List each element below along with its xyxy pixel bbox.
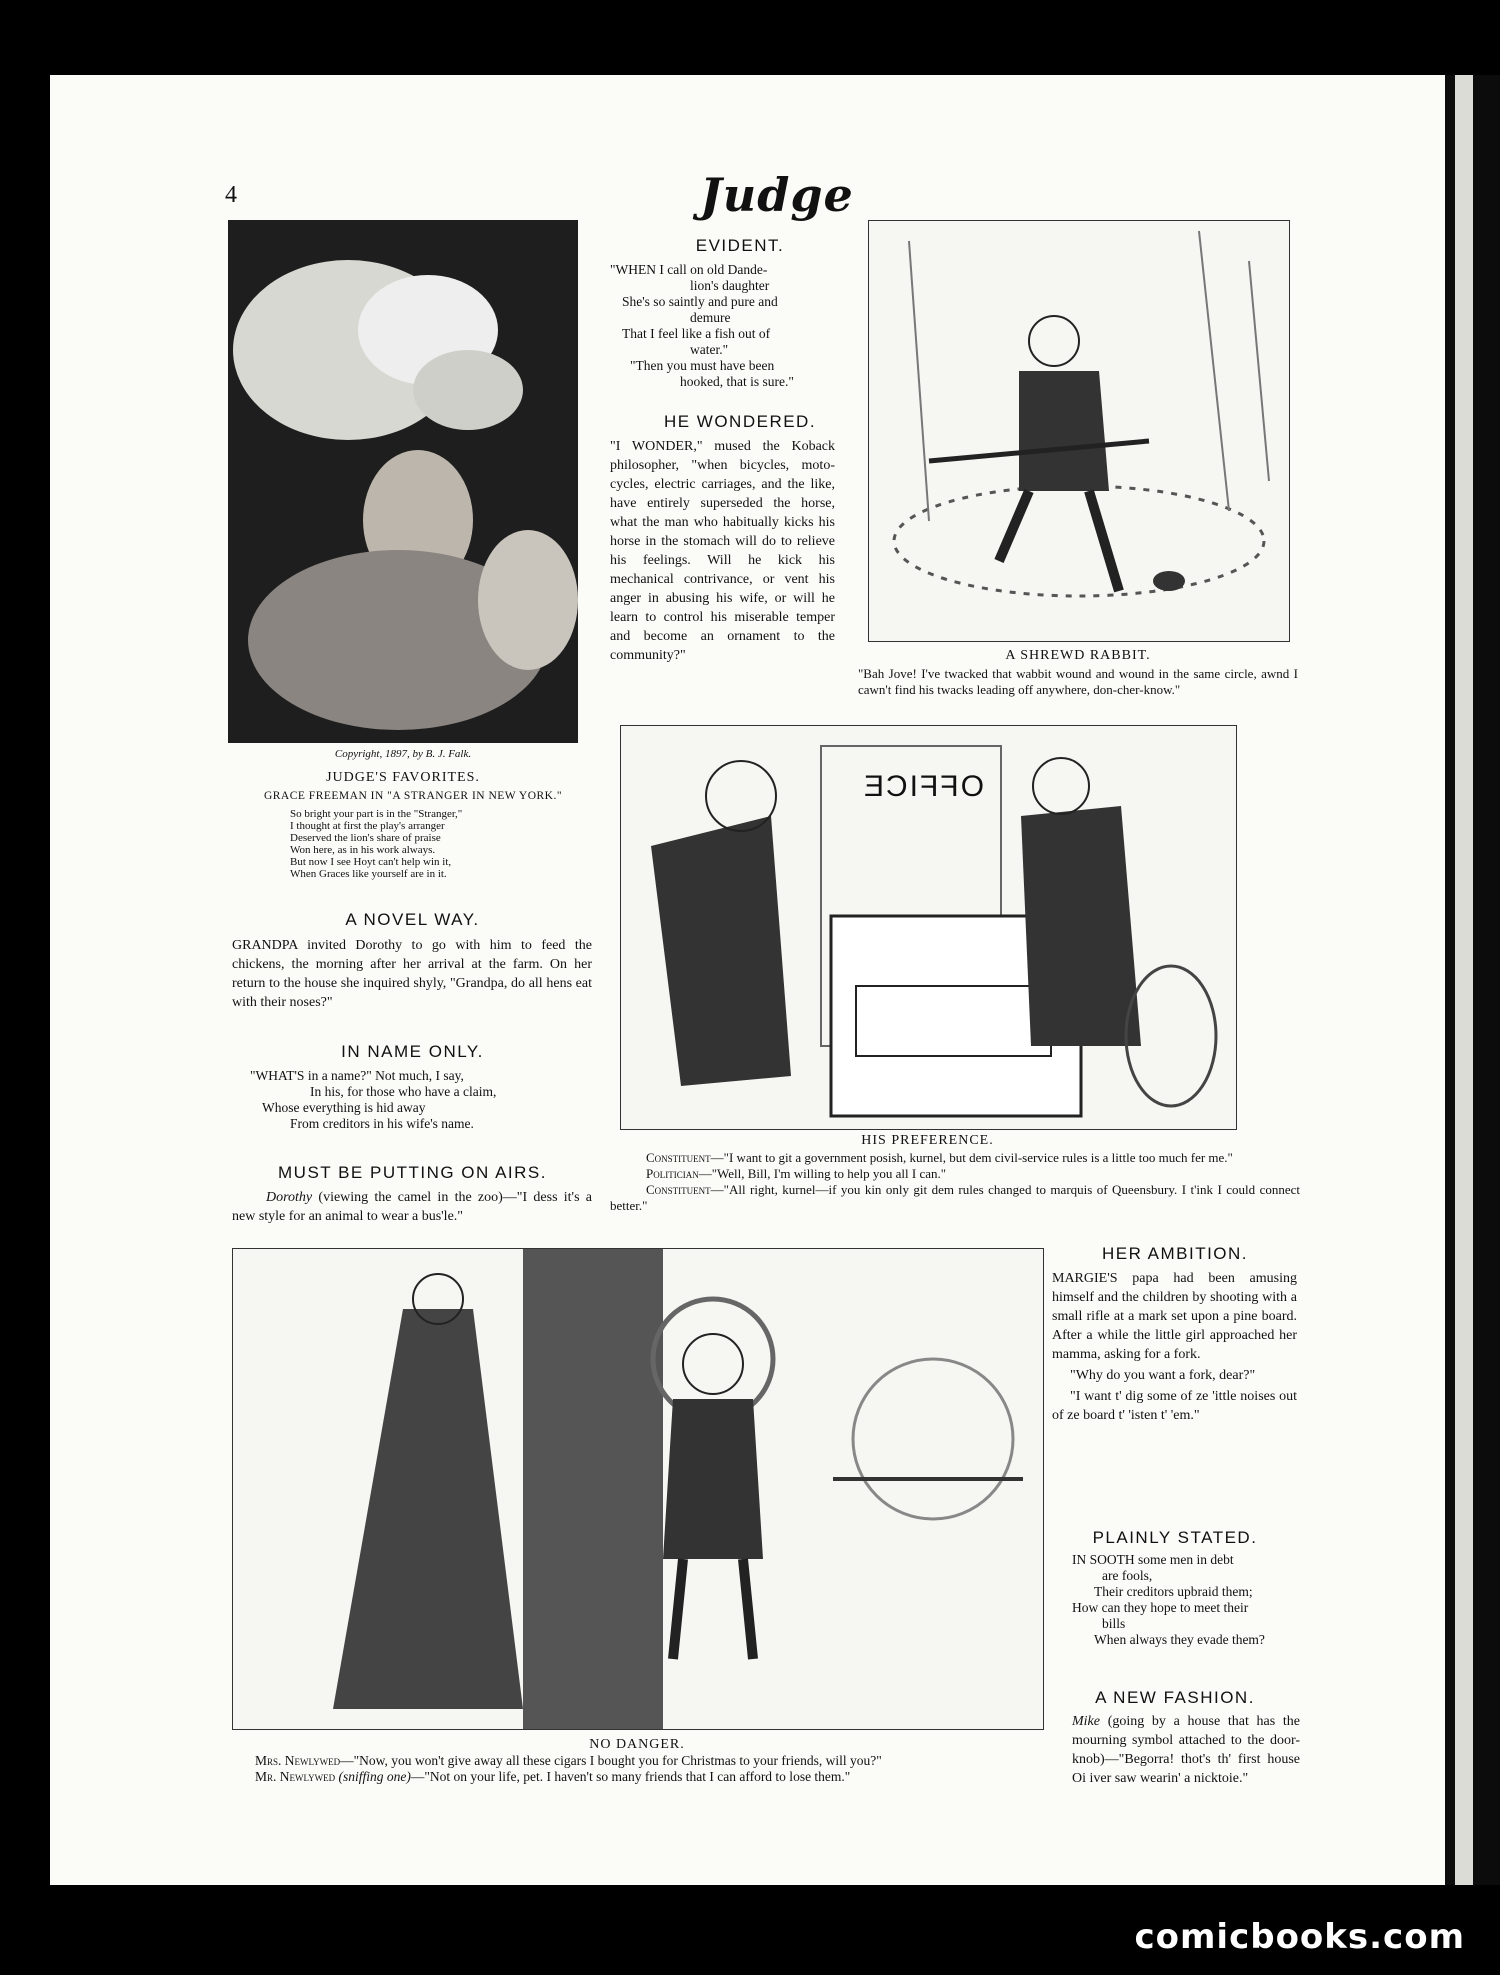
verse-line: Their creditors upbraid them; bbox=[1094, 1584, 1253, 1599]
verse-line: are fools, bbox=[1102, 1568, 1153, 1583]
verse-line: "WHEN I call on old Dande- bbox=[610, 262, 768, 277]
verse-line: Whose everything is hid away bbox=[262, 1100, 426, 1115]
dialogue-line: Mrs. Newlywed—"Now, you won't give away all these cigars I bought you for Christmas to your friends, will you?" bbox=[255, 1753, 882, 1768]
wondered-text: "I WONDER," mused the Koback philosopher, "when bicycles, moto-cycles, electric carriages, and the like, have entirely superseded the horse, what the man who habitually kicks his horse in the stomach will do to relieve his feelings. Will he kick his mechanical contrivance, or vent his anger in abusing his wife, or will he learn to control his miserable temper and become an ornament to the community?" bbox=[610, 439, 835, 663]
dialogue-line: Constituent—"I want to git a government posish, kurnel, but dem civil-service rules is a little too much fer me." bbox=[646, 1150, 1233, 1165]
verse-line: Deserved the lion's share of praise bbox=[290, 832, 441, 844]
verse-line: She's so saintly and pure and bbox=[622, 294, 778, 309]
portrait-illustration bbox=[228, 220, 578, 743]
dialogue-line: Mr. Newlywed (sniffing one)—"Not on your life, pet. I haven't so many friends that I can afford to lose them." bbox=[255, 1769, 851, 1784]
masthead-logo: Judge bbox=[700, 168, 854, 222]
portrait-photo bbox=[228, 220, 578, 743]
novel-text: GRANDPA invited Dorothy to go with him to feed the chickens, the morning after her arrival at the farm. On her return to the house she inquired shyly, "Grandpa, do all hens eat with their noses?" bbox=[232, 938, 592, 1010]
next-page-edge bbox=[1455, 75, 1473, 1885]
photo-caption-title: JUDGE'S FAVORITES. bbox=[326, 770, 480, 785]
verse-line: But now I see Hoyt can't help win it, bbox=[290, 856, 452, 868]
verse-line: hooked, that is sure." bbox=[680, 374, 794, 389]
verse-line: So bright your part is in the "Stranger," bbox=[290, 808, 463, 820]
verse-line: When always they evade them? bbox=[1094, 1632, 1265, 1647]
verse-line: I thought at first the play's arranger bbox=[290, 820, 445, 832]
rabbit-title: A SHREWD RABBIT. bbox=[1005, 648, 1151, 663]
ambition-paragraph: "I want t' dig some of ze 'ittle noises out of ze board t' 'isten t' 'em." bbox=[1052, 1389, 1297, 1423]
office-door-sign: OFFICE bbox=[862, 770, 984, 803]
verse-line: demure bbox=[690, 310, 731, 325]
newlywed-cartoon bbox=[232, 1248, 1044, 1730]
ambition-text bbox=[1052, 1269, 1297, 1425]
airs-heading: MUST BE PUTTING ON AIRS. bbox=[278, 1163, 547, 1182]
name-only-verse bbox=[250, 1068, 496, 1132]
verse-line: That I feel like a fish out of bbox=[622, 326, 771, 341]
dialogue-line: Politician—"Well, Bill, I'm willing to help you all I can." bbox=[646, 1166, 947, 1181]
dialogue-line: Constituent—"All right, kurnel—if you kin only git dem rules changed to marquis of Queensbury. I t'ink I could connect better." bbox=[610, 1182, 1300, 1213]
fashion-text: Mike (going by a house that has the mourning symbol attached to the door-knob)—"Begorra! thot's th' first house Oi iver saw wearin' a nicktoie." bbox=[1072, 1714, 1301, 1786]
photo-verse bbox=[290, 808, 462, 880]
fashion-heading: A NEW FASHION. bbox=[1095, 1688, 1255, 1707]
verse-line: From creditors in his wife's name. bbox=[290, 1116, 474, 1131]
evident-verse bbox=[610, 262, 840, 390]
rabbit-caption: "Bah Jove! I've twacked that wabbit wound and wound in the same circle, awnd I cawn't find his twacks leading off anywhere, don-cher-know." bbox=[858, 666, 1298, 697]
hunter-drawing bbox=[869, 221, 1289, 641]
plainly-verse bbox=[1072, 1552, 1265, 1648]
site-watermark: comicbooks.com bbox=[1134, 1917, 1465, 1957]
verse-line: In his, for those who have a claim, bbox=[310, 1084, 497, 1099]
evident-heading: EVIDENT. bbox=[695, 236, 785, 255]
verse-line: "WHAT'S in a name?" Not much, I say, bbox=[250, 1068, 464, 1083]
ambition-paragraph: MARGIE'S papa had been amusing himself and the children by shooting with a small rifle at a mark set upon a pine board. After a while the little girl approached her mamma, asking for a fork. bbox=[1052, 1271, 1297, 1362]
ambition-paragraph: "Why do you want a fork, dear?" bbox=[1070, 1368, 1256, 1383]
photo-copyright: Copyright, 1897, by B. J. Falk. bbox=[334, 748, 472, 760]
novel-heading: A NOVEL WAY. bbox=[345, 910, 480, 929]
verse-line: water." bbox=[690, 342, 729, 357]
rabbit-cartoon bbox=[868, 220, 1290, 642]
wondered-heading: HE WONDERED. bbox=[663, 412, 817, 431]
photo-caption-subtitle: GRACE FREEMAN IN "A STRANGER IN NEW YORK." bbox=[263, 790, 563, 802]
verse-line: Won here, as in his work always. bbox=[290, 844, 436, 856]
newlywed-drawing bbox=[233, 1249, 1043, 1729]
no-danger-dialogue bbox=[255, 1753, 1055, 1785]
preference-dialogue bbox=[610, 1150, 1300, 1214]
verse-line: IN SOOTH some men in debt bbox=[1072, 1552, 1234, 1567]
airs-text: Dorothy (viewing the camel in the zoo)—"I dess it's a new style for an animal to wear a bus'le." bbox=[232, 1190, 592, 1224]
page-number: 4 bbox=[225, 182, 237, 208]
ambition-heading: HER AMBITION. bbox=[1101, 1244, 1249, 1263]
page-spine bbox=[1445, 75, 1500, 1885]
verse-line: How can they hope to meet their bbox=[1072, 1600, 1249, 1615]
verse-line: bills bbox=[1102, 1616, 1126, 1631]
name-only-heading: IN NAME ONLY. bbox=[341, 1042, 484, 1061]
verse-line: lion's daughter bbox=[690, 278, 770, 293]
verse-line: "Then you must have been bbox=[630, 358, 775, 373]
no-danger-title: NO DANGER. bbox=[589, 1737, 685, 1752]
verse-line: When Graces like yourself are in it. bbox=[290, 868, 447, 880]
preference-title: HIS PREFERENCE. bbox=[861, 1133, 994, 1148]
plainly-heading: PLAINLY STATED. bbox=[1092, 1528, 1258, 1547]
